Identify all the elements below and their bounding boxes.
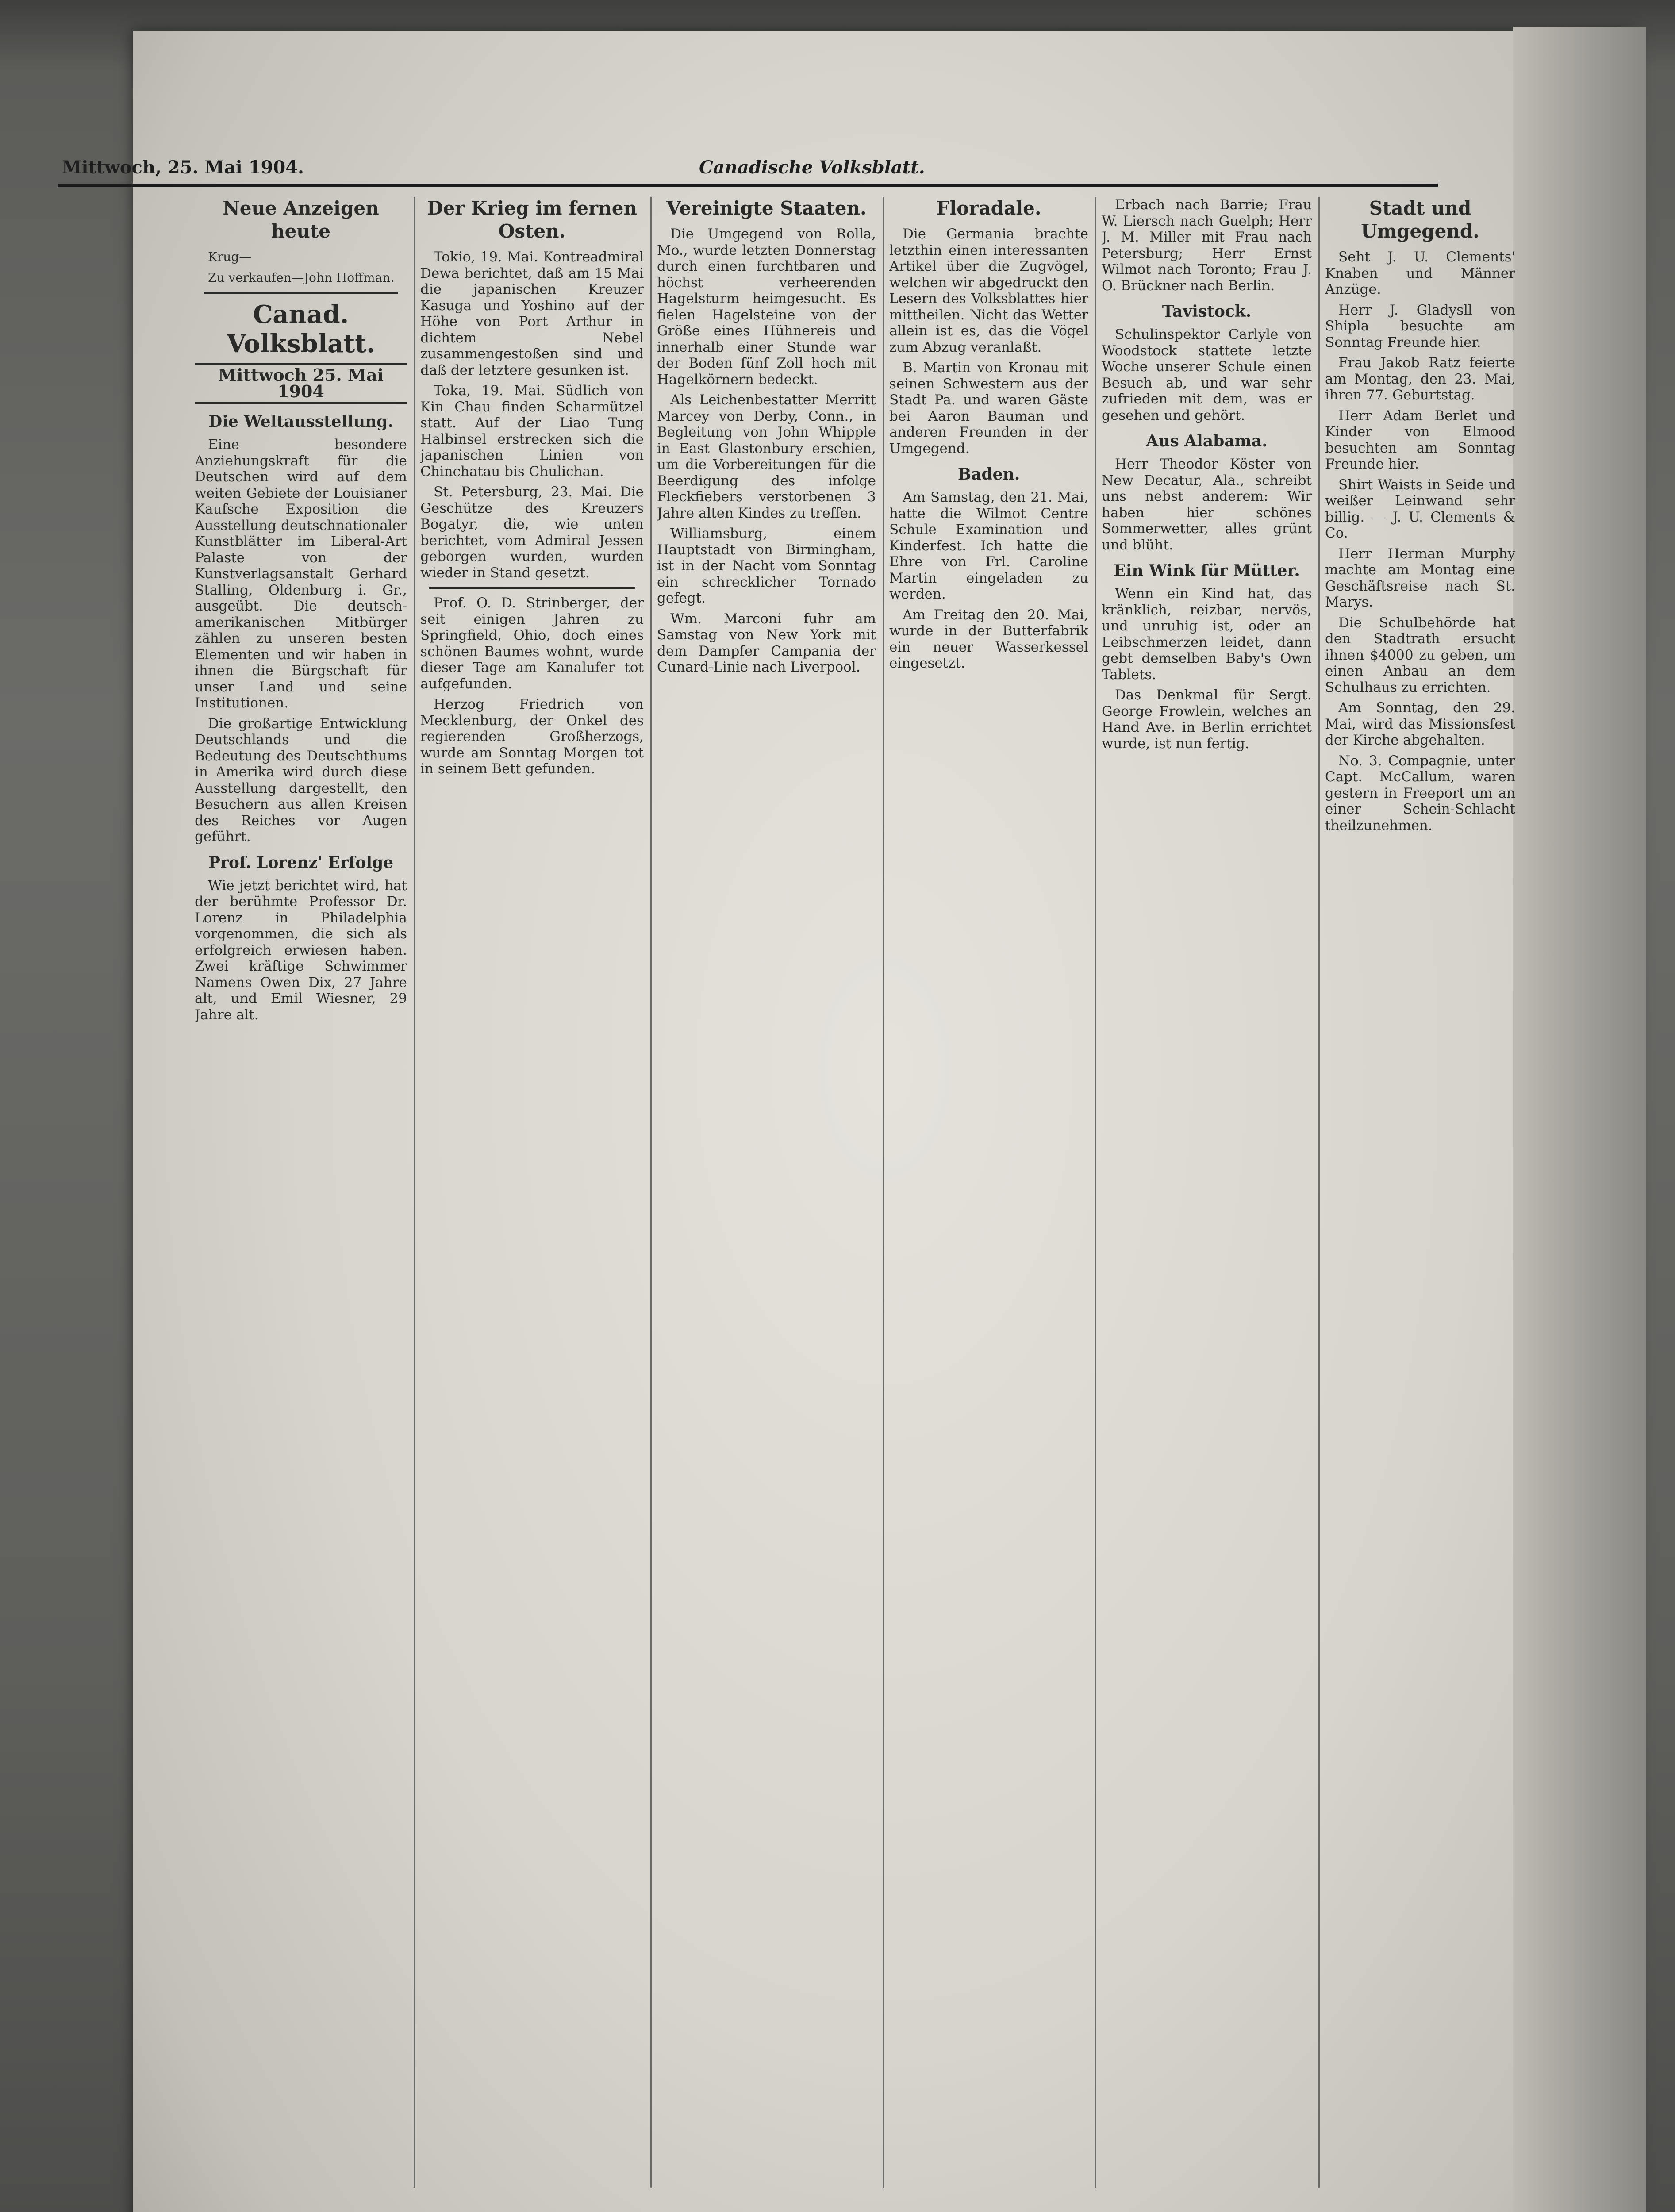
local-news-item: Am Sonntag, den 29. Mai, wird das Missionsfest der Kirche abgehalten. (1325, 700, 1515, 748)
local-news-item: Herr J. Gladysll von Shipla besuchte am Sonntag Freunde hier. (1325, 302, 1515, 350)
column-1 (195, 197, 407, 2212)
header-date: Mittwoch, 25. Mai 1904. (62, 157, 304, 178)
page-edge (1513, 27, 1646, 2212)
article-heading: Die Weltausstellung. (208, 412, 393, 431)
column-3 (657, 197, 876, 2212)
article-heading: Prof. Lorenz' Erfolge (208, 853, 394, 872)
local-news-item: Die Schulbehörde hat den Stadtrath ersucht ihnen $4000 zu geben, um einen Anbau an dem Schulhaus zu errichten. (1325, 614, 1515, 695)
article-paragraph: Als Leichenbestatter Merritt Marcey von Derby, Conn., in Begleitung von John Whipple in East Glastonbury erschien, um die Vorbereitungen für die Beerdigung des infolge Fleckfiebers verstorbenen 3 Jahre alten Kindes zu treffen. (657, 392, 876, 521)
article-heading: Vereinigte Staaten. (666, 197, 867, 219)
local-news-item: Frau Jakob Ratz feierte am Montag, den 23. Mai, ihren 77. Geburtstag. (1325, 355, 1515, 403)
article-paragraph: Eine besondere Anziehungskraft für die Deutschen wird auf dem weiten Gebiete der Louisianer Kaufsche Exposition die Ausstellung deutschnationaler Kunstblätter im Liberal-Art Palaste von der Kunstverlagsanstalt Gerhard Stalling, Oldenburg i. Gr., ausgeübt. Die deutsch-amerikanischen Mitbürger zählen zu unseren besten Elementen und wir haben in ihnen die Bürgschaft für unser Land und seine Institutionen. (195, 437, 407, 711)
article-paragraph: B. Martin von Kronau mit seinen Schwestern aus der Stadt Pa. und waren Gäste bei Aaron Bauman und anderen Freunden in der Umgegend. (889, 360, 1088, 457)
column-rule (650, 197, 652, 2188)
divider (204, 292, 398, 294)
article-heading: Baden. (957, 465, 1020, 484)
masthead-title: Canad. Volksblatt. (227, 300, 375, 358)
local-news-item: Herr Herman Murphy machte am Montag eine Geschäftsreise nach St. Marys. (1325, 545, 1515, 610)
article-paragraph: Wie jetzt berichtet wird, hat der berühmte Professor Dr. Lorenz in Philadelphia vorgenommen, die sich als erfolgreich erwiesen haben. Zwei kräftige Schwimmer Namens Owen Dix, 27 Jahre alt, und Emil Wiesner, 29 Jahre alt. (195, 877, 407, 1023)
article-paragraph: Herzog Friedrich von Mecklenburg, der Onkel des regierenden Großherzogs, wurde am Sonntag Morgen tot in seinem Bett gefunden. (420, 696, 644, 777)
article-paragraph: Das Denkmal für Sergt. George Frowlein, welches an Hand Ave. in Berlin errichtet wurde, ist nun fertig. (1102, 687, 1312, 752)
article-paragraph: Erbach nach Barrie; Frau W. Liersch nach Guelph; Herr J. M. Miller mit Frau nach Petersburg; Herr Ernst Wilmot nach Toronto; Frau J. O. Brückner nach Berlin. (1102, 197, 1312, 294)
article-paragraph: Toka, 19. Mai. Südlich von Kin Chau finden Scharmützel statt. Auf der Liao Tung Halbinsel erstrecken sich die japanischen Linien von Chinchatau bis Chulichan. (420, 383, 644, 480)
article-paragraph: Schulinspektor Carlyle von Woodstock stattete letzte Woche unserer Schule einen Besuch ab, und war sehr zufrieden mit dem, was er gesehen und gehört. (1102, 326, 1312, 423)
article-paragraph: Wm. Marconi fuhr am Samstag von New York mit dem Dampfer Campania der Cunard-Linie nach Liverpool. (657, 611, 876, 675)
new-ads-title: Neue Anzeigen heute (223, 197, 379, 242)
column-6 (1325, 197, 1515, 2212)
masthead-date: Mittwoch 25. Mai 1904 (195, 363, 407, 404)
column-5 (1102, 197, 1312, 2212)
article-heading: Stadt und Umgegend. (1361, 197, 1479, 242)
local-news-item: Herr Adam Berlet und Kinder von Elmood besuchten am Sonntag Freunde hier. (1325, 407, 1515, 472)
ad-line: Krug— (208, 250, 252, 264)
local-news-item: Seht J. U. Clements' Knaben und Männer Anzüge. (1325, 249, 1515, 297)
article-heading: Floradale. (936, 197, 1041, 219)
article-heading: Ein Wink für Mütter. (1114, 561, 1300, 580)
article-paragraph: Die Germania brachte letzthin einen interessanten Artikel über die Zugvögel, welchen wir abgedruckt den Lesern des Volksblattes hier mittheilen. Nicht das Wetter allein ist es, das die Vögel zum Abzug veranlaßt. (889, 226, 1088, 355)
column-rule (1318, 197, 1320, 2188)
article-paragraph: Die großartige Entwicklung Deutschlands und die Bedeutung des Deutschthums in Amerika wird durch diese Ausstellung dargestellt, den Besuchern aus allen Kreisen des Reiches vor Augen geführt. (195, 715, 407, 845)
local-news-item: No. 3. Compagnie, unter Capt. McCallum, waren gestern in Freeport um an einer Schein-Schlacht theilzunehmen. (1325, 753, 1515, 833)
column-4 (889, 197, 1088, 2212)
article-paragraph: Die Umgegend von Rolla, Mo., wurde letzten Donnerstag durch einen furchtbaren und höchst verheerenden Hagelsturm heimgesucht. Es fielen Hagelsteine von der Größe eines Hühnereis und innerhalb einer Stunde war der Boden fünf Zoll hoch mit Hagelkörnern bedeckt. (657, 226, 876, 388)
article-paragraph: Am Freitag den 20. Mai, wurde in der Butterfabrik ein neuer Wasserkessel eingesetzt. (889, 607, 1088, 671)
article-paragraph: Prof. O. D. Strinberger, der seit einigen Jahren zu Springfield, Ohio, doch eines schönen Baumes wohnt, wurde dieser Tage am Kanalufer tot aufgefunden. (420, 595, 644, 692)
article-heading: Tavistock. (1162, 302, 1252, 321)
ad-line: Zu verkaufen—John Hoffman. (208, 270, 395, 285)
column-2 (420, 197, 644, 2212)
header-paper-name: Canadische Volksblatt. (699, 157, 925, 178)
divider (429, 587, 635, 589)
article-heading: Der Krieg im fernen Osten. (427, 197, 637, 242)
column-rule (1095, 197, 1096, 2188)
article-paragraph: Herr Theodor Köster von New Decatur, Ala., schreibt uns nebst anderem: Wir haben hier schönes Sommerwetter, alles grünt und blüht. (1102, 456, 1312, 553)
article-paragraph: Wenn ein Kind hat, das kränklich, reizbar, nervös, und unruhig ist, oder an Leibschmerzen leidet, dann gebt demselben Baby's Own Tablets. (1102, 586, 1312, 683)
article-paragraph: St. Petersburg, 23. Mai. Die Geschütze des Kreuzers Bogatyr, die, wie unten berichtet, vom Admiral Jessen geborgen wurden, wurden wieder in Stand gesetzt. (420, 484, 644, 581)
article-heading: Aus Alabama. (1146, 432, 1268, 450)
local-news-item: Shirt Waists in Seide und weißer Leinwand sehr billig. — J. U. Clements & Co. (1325, 476, 1515, 541)
article-paragraph: Am Samstag, den 21. Mai, hatte die Wilmot Centre Schule Examination und Kinderfest. Ich hatte die Ehre von Frl. Caroline Martin eingeladen zu werden. (889, 489, 1088, 602)
page-header (58, 153, 1438, 187)
column-rule (883, 197, 884, 2188)
article-paragraph: Tokio, 19. Mai. Kontreadmiral Dewa berichtet, daß am 15 Mai die japanischen Kreuzer Kasuga und Yoshino auf der Höhe von Port Arthur in dichtem Nebel zusammengestoßen sind und daß der letztere gesunken ist. (420, 249, 644, 378)
article-paragraph: Williamsburg, einem Hauptstadt von Birmingham, ist in der Nacht vom Sonntag ein schrecklicher Tornado gefegt. (657, 526, 876, 606)
column-rule (414, 197, 415, 2188)
